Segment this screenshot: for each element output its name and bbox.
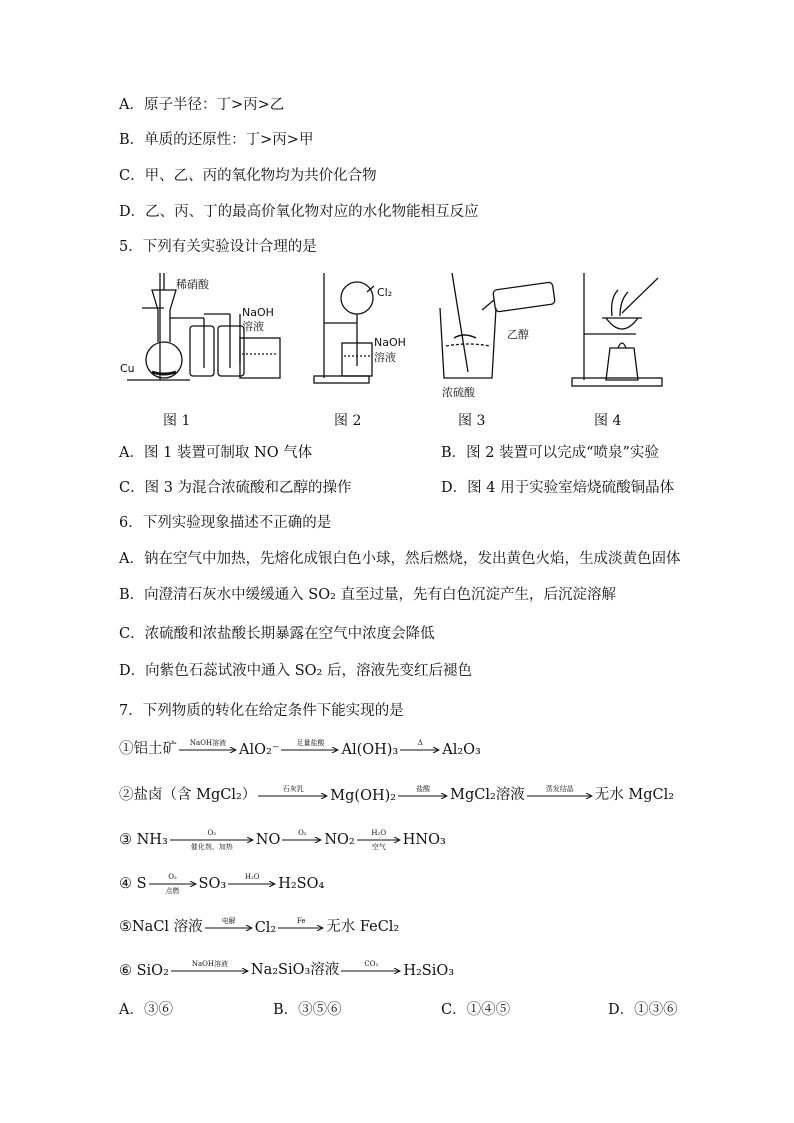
q5-option-c: C．图 3 为混合浓硫酸和乙醇的操作 — [119, 480, 352, 496]
reaction-1: ①铝土矿 NaOH溶液 AlO₂⁻ 足量盐酸 Al(OH)₃ Δ Al₂O₃ — [119, 739, 481, 758]
q7-option-d: D．①③⑥ — [608, 1002, 678, 1018]
q5-option-a: A．图 1 装置可制取 NO 气体 — [119, 445, 313, 461]
q4-option-d: D．乙、丙、丁的最高价氧化物对应的水化物能相互反应 — [119, 204, 479, 220]
f2-solution-label: 溶液 — [374, 351, 396, 364]
caption-fig-3: 图 3 — [458, 413, 486, 429]
q7-option-b: B．③⑤⑥ — [273, 1002, 342, 1018]
q6-option-d: D．向紫色石蕊试液中通入 SO₂ 后，溶液先变红后褪色 — [119, 663, 472, 679]
caption-fig-4: 图 4 — [594, 413, 622, 429]
reaction-6: ⑥ SiO₂ NaOH溶液 Na₂SiO₃溶液 CO₂ H₂SiO₃ — [119, 960, 455, 979]
q4-option-a: A．原子半径：丁>丙>乙 — [119, 97, 285, 113]
q7-stem: 7．下列物质的转化在给定条件下能实现的是 — [119, 703, 404, 719]
q6-option-a: A．钠在空气中加热，先熔化成银白色小球，然后燃烧，发出黄色火焰，生成淡黄色固体 — [119, 551, 681, 567]
q6-stem: 6．下列实验现象描述不正确的是 — [119, 515, 332, 531]
figure-4-apparatus — [572, 273, 662, 386]
f3-acid-label: 浓硫酸 — [442, 386, 475, 398]
reaction-5: ⑤NaCl 溶液 电解 Cl₂ Fe 无水 FeCl₂ — [119, 917, 400, 936]
reaction-4: ④ S O₂ 点燃 SO₃ H₂O H₂SO₄ — [119, 873, 325, 895]
f1-cu-label: Cu — [120, 362, 135, 375]
caption-fig-2: 图 2 — [334, 413, 362, 429]
q5-option-d: D．图 4 用于实验室焙烧硫酸铜晶体 — [441, 480, 675, 496]
q7-option-c: C．①④⑤ — [441, 1002, 511, 1018]
apparatus-figures — [112, 268, 682, 398]
q5-stem: 5．下列有关实验设计合理的是 — [119, 239, 317, 255]
reaction-3: ③ NH₃ O₂ 催化剂、加热 NO O₂ NO₂ H₂O 空气 HNO₃ — [119, 829, 446, 851]
q7-option-a: A．③⑥ — [119, 1002, 173, 1018]
f2-cl2-label: Cl₂ — [377, 286, 393, 299]
reaction-2: ②盐卤（含 MgCl₂） 石灰乳 Mg(OH)₂ 盐酸 MgCl₂溶液 蒸发结晶 无水 MgCl₂ — [119, 785, 675, 804]
q6-option-c: C．浓硫酸和浓盐酸长期暴露在空气中浓度会降低 — [119, 626, 435, 642]
q6-option-b: B．向澄清石灰水中缓缓通入 SO₂ 直至过量，先有白色沉淀产生，后沉淀溶解 — [119, 587, 617, 603]
f2-naoh-label: NaOH — [374, 336, 406, 349]
q4-option-b: B．单质的还原性：丁>丙>甲 — [119, 132, 314, 148]
figure-3-apparatus — [440, 273, 555, 378]
f1-acid-label: 稀硝酸 — [176, 278, 209, 291]
q4-option-c: C．甲、乙、丙的氧化物均为共价化合物 — [119, 168, 377, 184]
figure-2-apparatus — [314, 273, 374, 383]
f1-naoh-label: NaOH — [242, 306, 274, 319]
q5-option-b: B．图 2 装置可以完成“喷泉”实验 — [441, 445, 659, 461]
q5-figures — [112, 268, 682, 398]
caption-fig-1: 图 1 — [163, 413, 191, 429]
f1-solution-label: 溶液 — [242, 320, 264, 333]
f3-ethanol-label: 乙醇 — [507, 328, 529, 341]
